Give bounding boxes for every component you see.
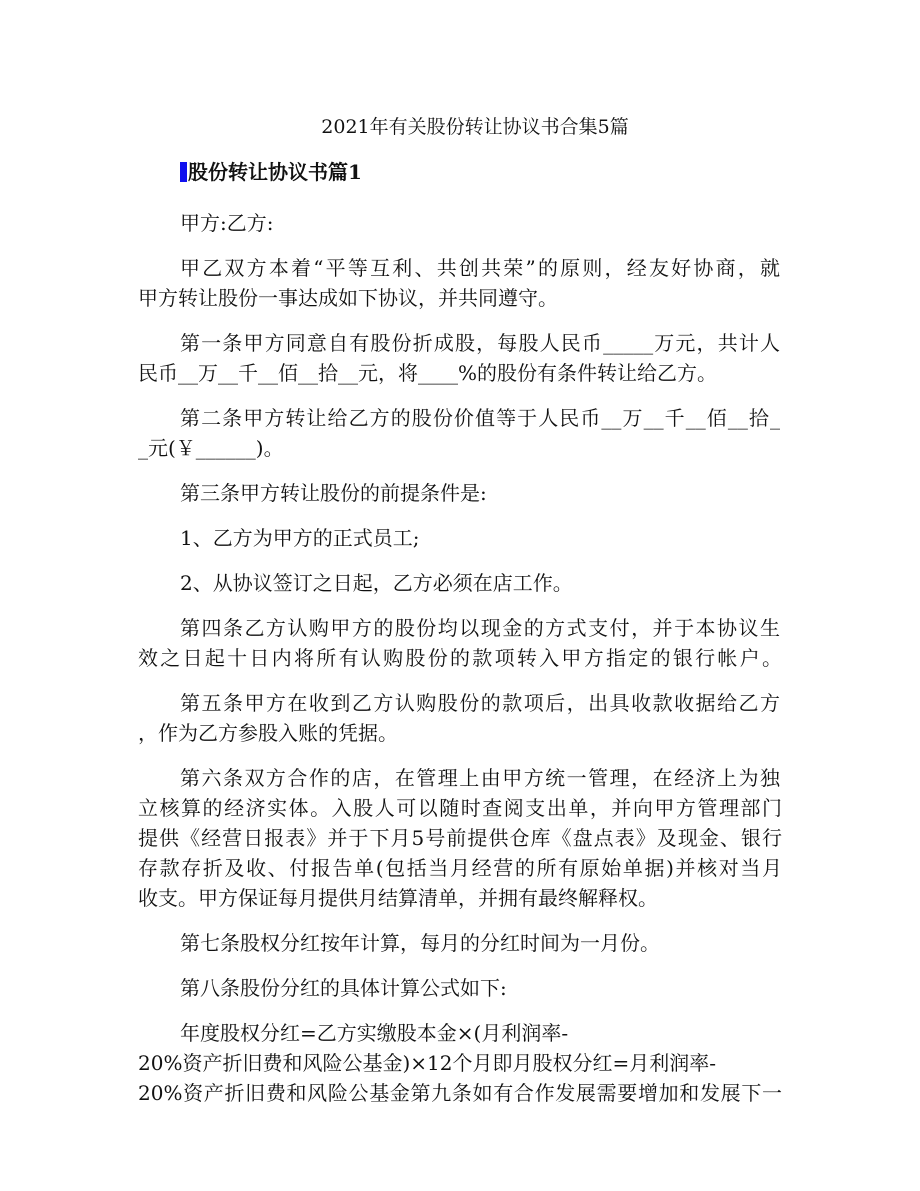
paragraph-line: 甲乙双方本着“平等互利、共创共荣”的原则，经友好协商，就 bbox=[180, 256, 780, 280]
paragraph-line: 2、从协议签订之日起，乙方必须在店工作。 bbox=[180, 571, 573, 595]
paragraph-line: _元(￥______)。 bbox=[138, 436, 284, 460]
paragraph-line: 甲方转让股份一事达成如下协议，并共同遵守。 bbox=[138, 286, 558, 310]
paragraph-line: 第二条甲方转让给乙方的股份价值等于人民币__万__千__佰__拾_ bbox=[180, 406, 780, 430]
document-title: 2021年有关股份转让协议书合集5篇 bbox=[321, 116, 629, 138]
paragraph-line: 第六条双方合作的店，在管理上由甲方统一管理，在经济上为独 bbox=[180, 766, 780, 790]
paragraph-line: 20%资产折旧费和风险公基金第九条如有合作发展需要增加和发展下一 bbox=[138, 1081, 782, 1105]
paragraph-line: 民币__万__千__佰__拾__元，将____%的股份有条件转让给乙方。 bbox=[138, 361, 718, 385]
paragraph-line: ，作为乙方参股入账的凭据。 bbox=[138, 721, 398, 745]
paragraph-line: 收支。甲方保证每月提供月结算清单，并拥有最终解释权。 bbox=[138, 886, 658, 910]
section-heading-text: 股份转让协议书篇1 bbox=[188, 160, 362, 184]
paragraph-line: 提供《经营日报表》并于下月5号前提供仓库《盘点表》及现金、银行 bbox=[138, 826, 782, 850]
paragraph-line: 1、乙方为甲方的正式员工; bbox=[180, 526, 420, 550]
paragraph-line: 立核算的经济实体。入股人可以随时查阅支出单，并向甲方管理部门 bbox=[138, 796, 782, 820]
paragraph-line: 第一条甲方同意自有股份折成股，每股人民币_____万元，共计人 bbox=[180, 331, 780, 355]
section-heading bbox=[180, 156, 362, 185]
paragraph-line: 效之日起十日内将所有认购股份的款项转入甲方指定的银行帐户。 bbox=[138, 646, 782, 670]
heading-marker-icon bbox=[180, 162, 187, 182]
paragraph-line: 20%资产折旧费和风险公基金)×12个月即月股权分红=月利润率- bbox=[138, 1051, 716, 1075]
paragraph-line: 第八条股份分红的具体计算公式如下: bbox=[180, 976, 507, 1000]
paragraph-line: 年度股权分红=乙方实缴股本金×(月利润率- bbox=[180, 1021, 569, 1045]
paragraph-line: 第四条乙方认购甲方的股份均以现金的方式支付，并于本协议生 bbox=[180, 616, 780, 640]
paragraph-line: 第三条甲方转让股份的前提条件是: bbox=[180, 481, 487, 505]
paragraph-line: 第五条甲方在收到乙方认购股份的款项后，出具收款收据给乙方 bbox=[180, 691, 780, 715]
paragraph-line: 甲方:乙方: bbox=[180, 211, 274, 235]
paragraph-line: 第七条股权分红按年计算，每月的分红时间为一月份。 bbox=[180, 931, 660, 955]
paragraph-line: 存款存折及收、付报告单(包括当月经营的所有原始单据)并核对当月 bbox=[138, 856, 782, 880]
